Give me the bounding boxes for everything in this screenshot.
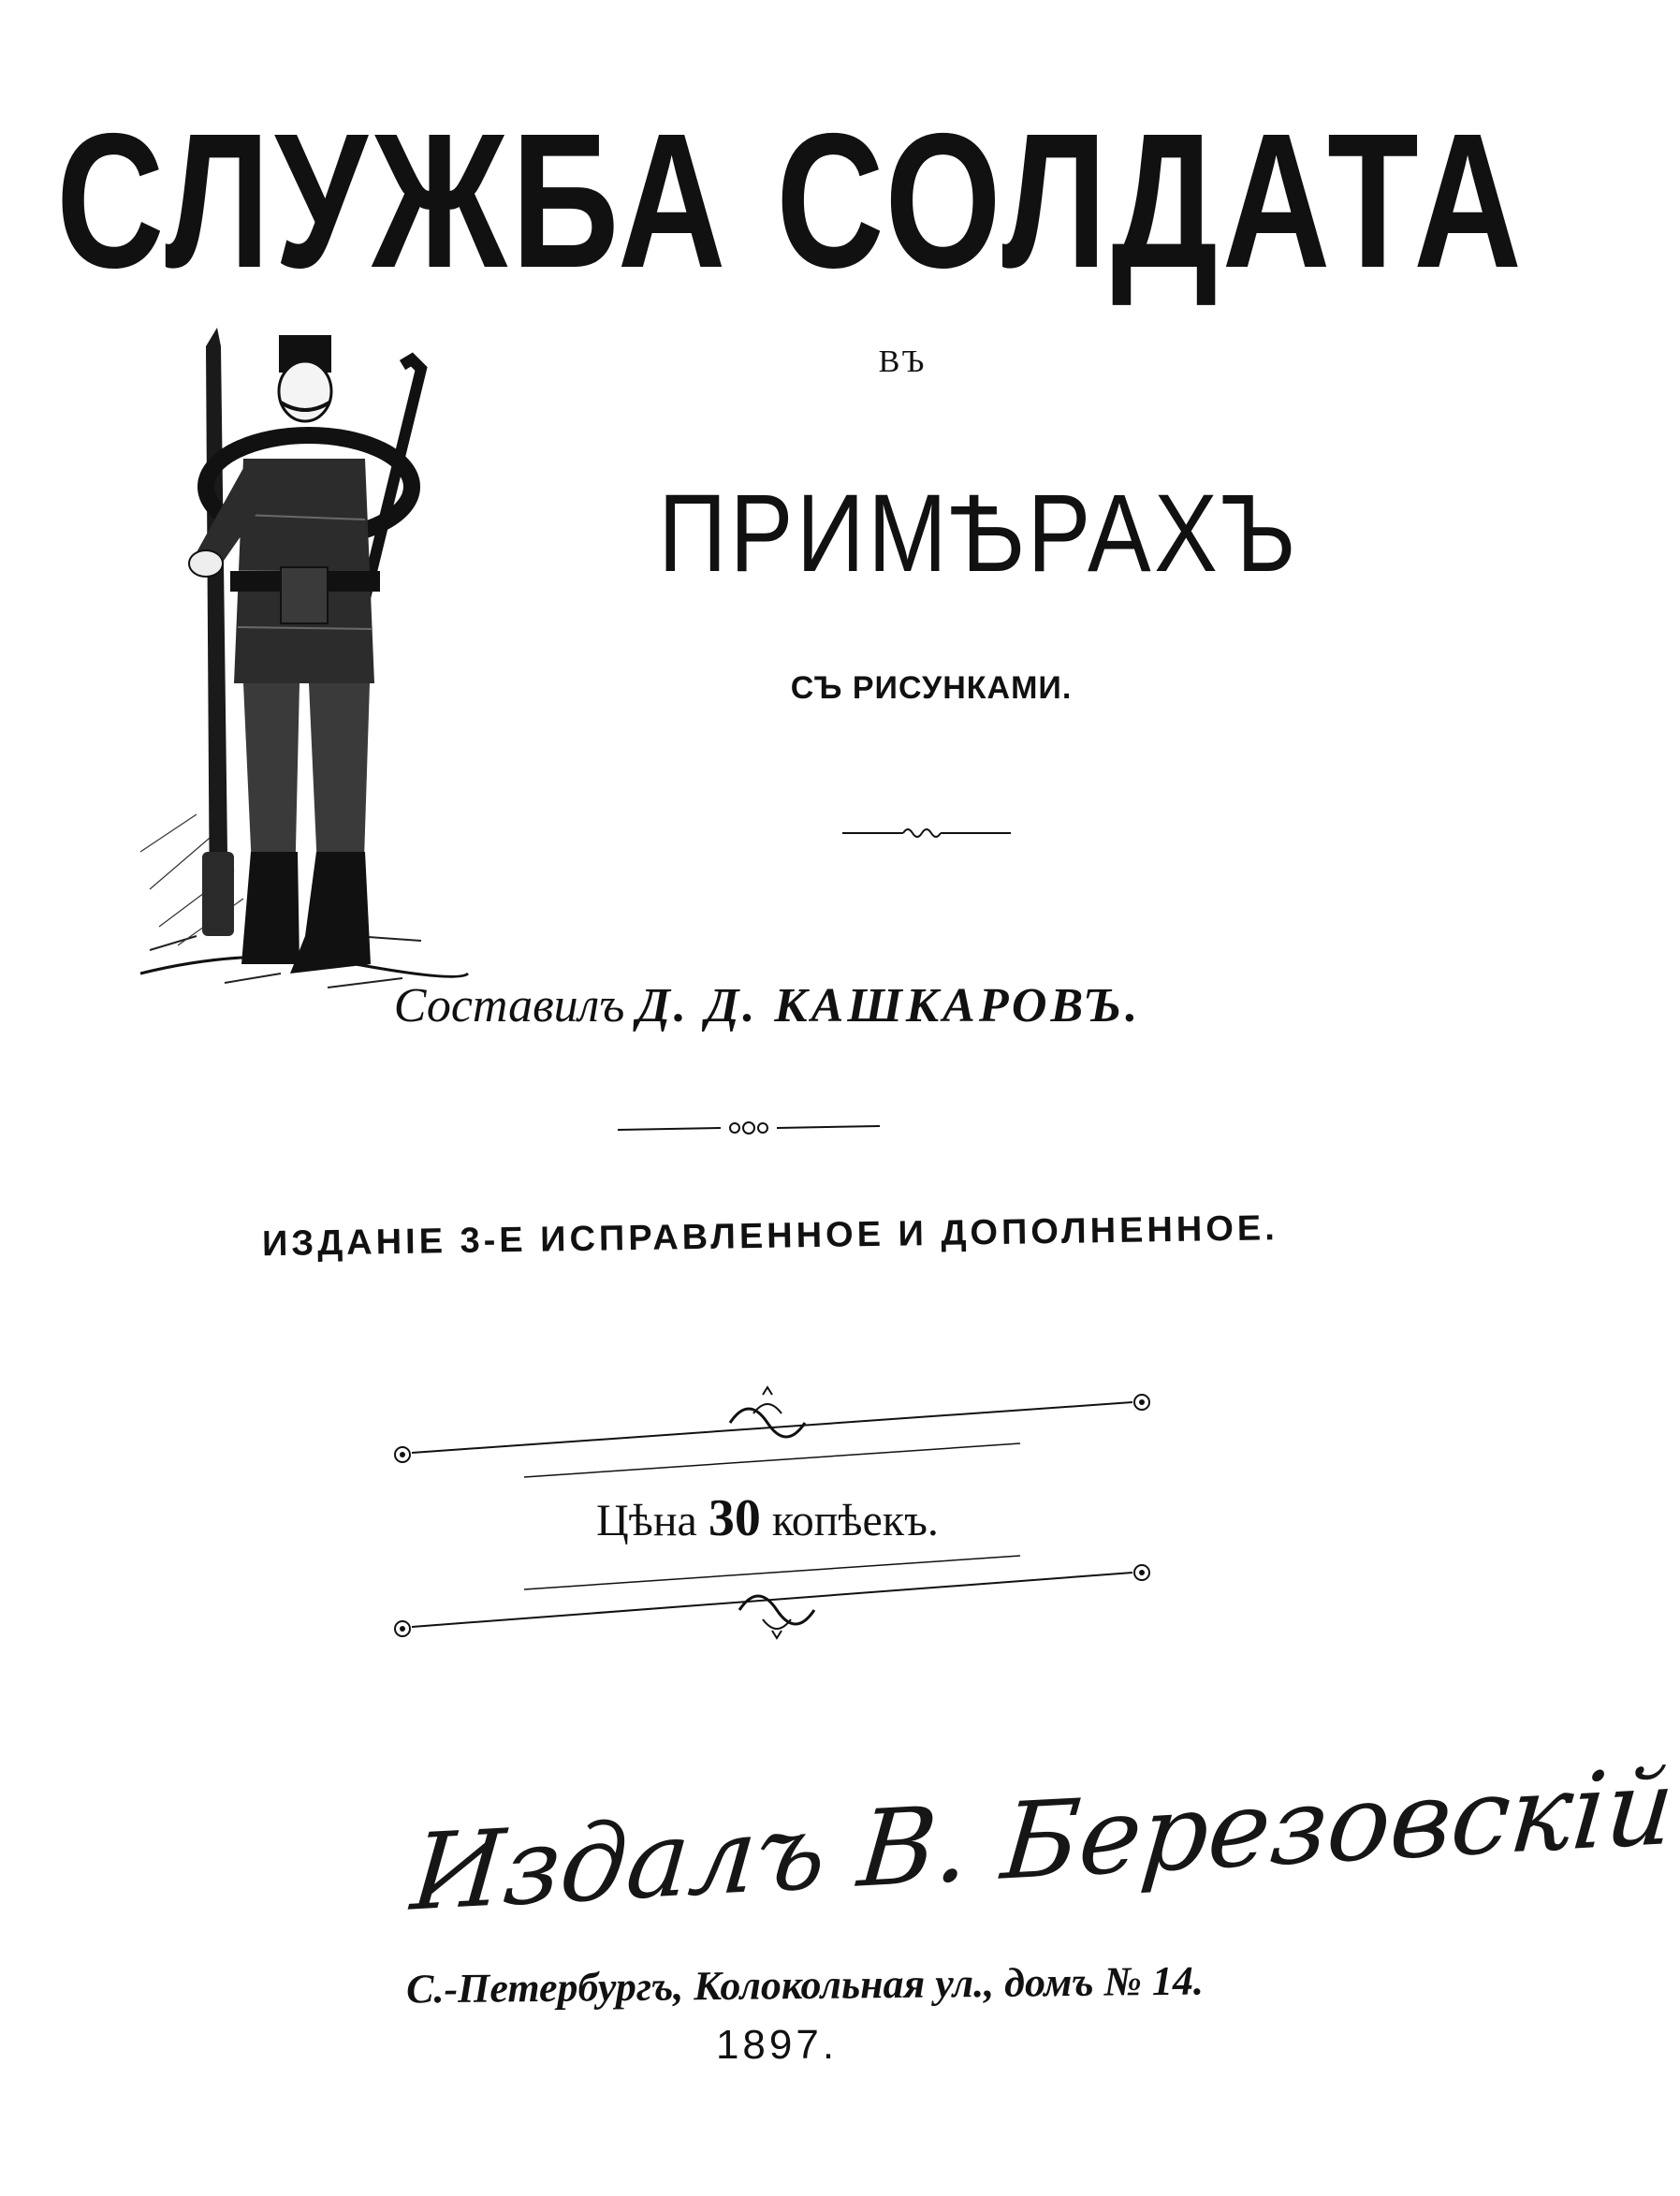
price-value: 30 <box>708 1489 761 1547</box>
price-label: Цѣна <box>596 1496 697 1545</box>
price-line <box>524 1488 1011 1548</box>
price-unit: копѣекъ. <box>771 1496 939 1545</box>
compiler-line <box>356 978 1179 1033</box>
ornament-rule-2 <box>618 1119 880 1137</box>
illustrations-note: СЪ РИСУНКАМИ. <box>790 670 1073 706</box>
publisher-address: С.-Петербургъ, Колокольная ул., домъ № 14. <box>405 1957 1205 2013</box>
subtitle-preposition: ВЪ <box>878 344 928 379</box>
price-frame-bottom <box>393 1545 1161 1647</box>
page-title: СЛУЖБА СОЛДАТА <box>56 94 1527 308</box>
compiled-by-label: Составилъ <box>393 979 625 1032</box>
edition-note: ИЗДАНІЕ 3-Е ИСПРАВЛЕННОЕ И ДОПОЛНЕННОЕ. <box>261 1208 1279 1265</box>
price-frame-top <box>393 1385 1161 1488</box>
publication-year: 1897. <box>715 2022 839 2068</box>
soldier-engraving-icon <box>140 328 468 1002</box>
compiler-name: Д. Д. КАШКАРОВЪ. <box>636 979 1142 1032</box>
subtitle-main: ПРИМѢРАХЪ <box>658 472 1299 595</box>
publisher-signature: Издалъ В. Березовскій <box>406 1746 1679 1935</box>
ornament-rule-1 <box>842 824 1011 842</box>
